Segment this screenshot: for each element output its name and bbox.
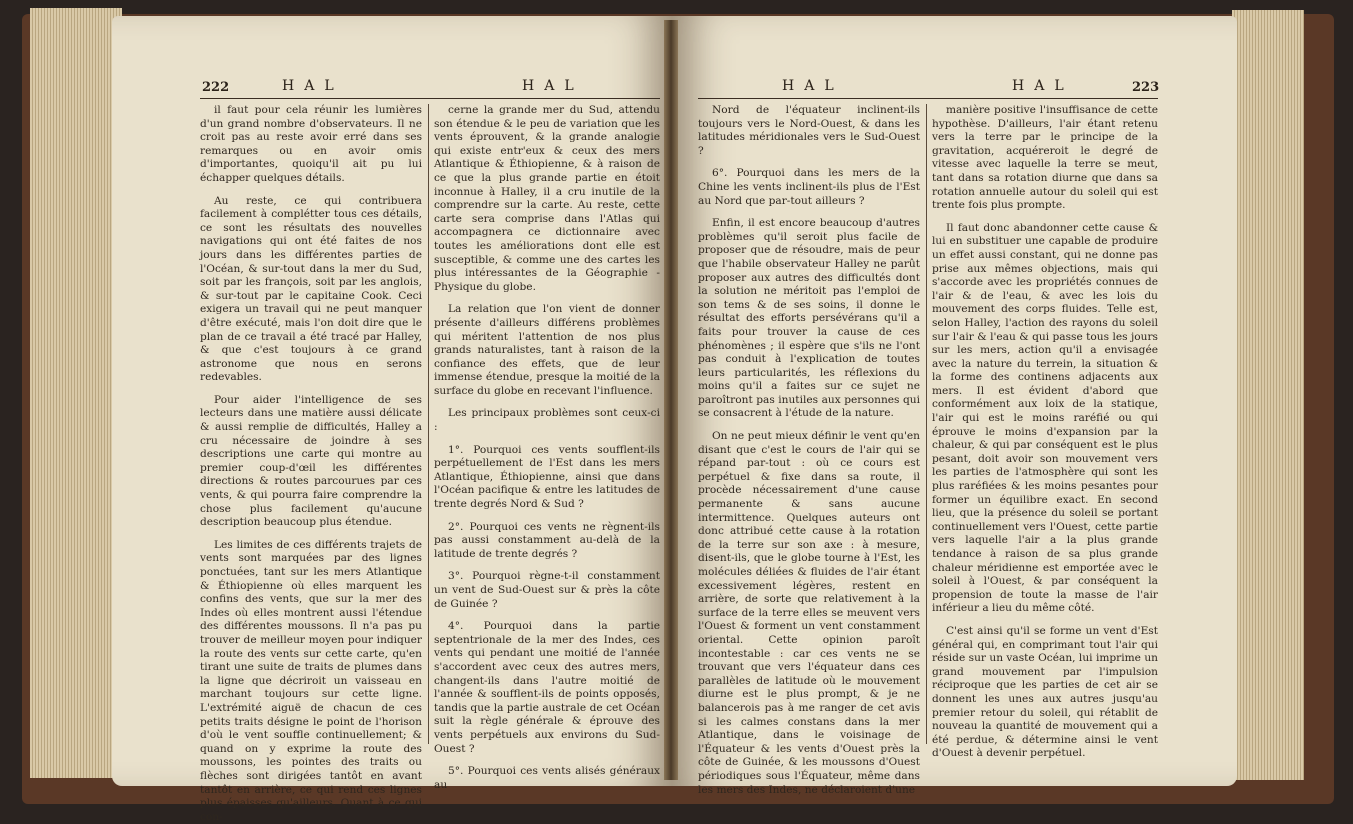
paragraph: Les limites de ces différents trajets de vents sont marquées par des lignes ponctuées, tant sur les mers Atlantique & Éthiopienne où elles marquent les confins des vents, que sur la mer des Indes où elles montrent aussi l'étendue des différentes moussons. Il n'a pas pu trouver de meilleur moyen pour indiquer la route des vents sur cette carte, qu'en tirant une suite de traits de plumes dans la ligne que décriroit un vaisseau en marchant toujours sur cette ligne. L'extrémité aiguë de chacun de ces petits traits désigne le point de l'horison d'où le vent souffle continuellement; & quand on y exprime la route des moussons, les pointes des traits ou flèches sont dirigées tantôt en avant tantôt en arrière, ce qui rend ces lignes plus épaisses qu'ailleurs. Quant à ce qui con- bbox=[200, 538, 422, 823]
paragraph: 3°. Pourquoi règne-t-il constamment un vent de Sud-Ouest sur & près la côte de Guinée ? bbox=[434, 570, 660, 610]
header-rule bbox=[200, 98, 660, 99]
paragraph: 4°. Pourquoi dans la partie septentrionale de la mer des Indes, ces vents qui pendant une moitié de l'année s'accordent avec ceux des autres mers, changent-ils dans l'autre moitié de l'année & soufflent-ils de points opposés, tandis que la partie australe de cet Océan suit la règle générale & éprouve des vents perpétuels aux environs du Sud-Ouest ? bbox=[434, 620, 660, 755]
paragraph: Il faut donc abandonner cette cause & lui en substituer une capable de produire un effet aussi constant, qui ne donne pas prise aux mêmes objections, mais qui s'accorde avec les propriétés connues de l'air & de l'eau, & avec les lois du mouvement des corps fluides. Telle est, selon Halley, l'action des rayons du soleil sur l'air & l'eau & qui passe tous les jours sur les mers, action qu'il a envisagée avec la nature du terrein, la situation & la forme des continens adjacents aux mers. Il est évident d'abord que conformément aux loix de la statique, l'air qui est le moins raréfié ou qui éprouve le moins d'expansion par la chaleur, & qui par conséquent est le plus pesant, doit avoir son mouvement vers les parties de l'atmosphère qui sont les plus raréfiées & les moins pesantes pour former un équilibre exact. En second lieu, que la présence du soleil se portant continuellement vers l'Ouest, cette partie vers laquelle l'air a la plus grande tendance à raison de sa plus grande chaleur méridienne est emportée avec le soleil à l'Ouest, & par conséquent la propension de toute la masse de l'air inférieur a lieu du même côté. bbox=[932, 221, 1158, 615]
text-column-2 bbox=[434, 104, 660, 791]
header-rule bbox=[698, 98, 1158, 99]
running-header: HAL bbox=[1012, 78, 1074, 94]
text-column-1 bbox=[698, 104, 920, 796]
paragraph: 6°. Pourquoi dans les mers de la Chine les vents inclinent-ils plus de l'Est au Nord que par-tout ailleurs ? bbox=[698, 167, 920, 207]
paragraph: Nord de l'équateur inclinent-ils toujours vers le Nord-Ouest, & dans les latitudes méridionales vers le Sud-Ouest ? bbox=[698, 104, 920, 157]
paragraph: manière positive l'insuffisance de cette hypothèse. D'ailleurs, l'air étant retenu vers la terre par le principe de la gravitation, acquéreroit le degré de vitesse avec laquelle la terre se meut, tant dans sa rotation diurne que dans sa rotation annuelle autour du soleil qui est trente fois plus prompte. bbox=[932, 104, 1158, 212]
paragraph: Au reste, ce qui contribuera facilement à complétter tous ces détails, ce sont les résultats des nouvelles navigations qui ont été faites de nos jours dans les différentes parties de l'Océan, & sur-tout dans la mer du Sud, soit par les françois, soit par les anglois, & sur-tout par le capitaine Cook. Ceci exigera un travail qui ne peut manquer d'être exécuté, mais l'on doit dire que le plan de ce travail a été tracé par Halley, & que c'est toujours à ce grand astronome que nous en serons redevables. bbox=[200, 194, 422, 384]
column-divider bbox=[926, 104, 927, 744]
paragraph: 5°. Pourquoi ces vents alisés généraux au bbox=[434, 765, 660, 791]
right-page-stack bbox=[1232, 10, 1304, 780]
paragraph: 2°. Pourquoi ces vents ne règnent-ils pas aussi constamment au-delà de la latitude de trente degrés ? bbox=[434, 520, 660, 560]
page-number: 222 bbox=[202, 80, 230, 95]
left-page-stack bbox=[30, 8, 122, 778]
column-divider bbox=[428, 104, 429, 744]
paragraph: C'est ainsi qu'il se forme un vent d'Est général qui, en comprimant tout l'air qui réside sur un vaste Océan, lui imprime un grand mouvement par l'impulsion réciproque que les parties de cet air se donnent les unes aux autres jusqu'au premier retour du soleil, qui rétablit de nouveau la quantité de mouvement qui a été perdue, & détermine ainsi le vent d'Ouest à devenir perpétuel. bbox=[932, 624, 1158, 760]
paragraph: On ne peut mieux définir le vent qu'en disant que c'est le cours de l'air qui se répand par-tout : où ce cours est perpétuel & fixe dans sa route, il procède nécessairement d'une cause permanente & sans aucune intermittence. Quelques auteurs ont donc attribué cette cause à la rotation de la terre sur son axe : à mesure, disent-ils, que le globe tourne à l'Est, les molécules déliées & fluides de l'air étant excessivement légères, restent en arrière, de sorte que relativement à la surface de la terre elles se meuvent vers l'Ouest & forment un vent constamment oriental. Cette opinion paroît incontestable : car ces vents ne se trouvant que vers l'équateur dans ces parallèles de latitude où le mouvement diurne est le plus prompt, & je ne balancerois pas à me ranger de cet avis si les calmes constans dans la mer Atlantique, dans le voisinage de l'Équateur & les vents d'Ouest près la côte de Guinée, & les moussons d'Ouest périodiques sous l'Équateur, même dans les mers des Indes, ne déclaroient d'une bbox=[698, 430, 920, 796]
paragraph: Les principaux problèmes sont ceux-ci : bbox=[434, 407, 660, 434]
paragraph: Pour aider l'intelligence de ses lecteurs dans une matière aussi délicate & aussi remplie de difficultés, Halley a cru nécessaire de joindre à ses descriptions une carte qui montre au premier coup-d'œil les différentes directions & routes parcourues par ces vents, & qui pourra faire comprendre la chose plus facilement qu'aucune description beaucoup plus étendue. bbox=[200, 393, 422, 529]
paragraph: La relation que l'on vient de donner présente d'ailleurs différens problèmes qui méritent l'attention de nos plus grands naturalistes, tant à raison de la confiance des effets, que de leur immense étendue, presque la moitié de la surface du globe en recevant l'influence. bbox=[434, 303, 660, 397]
running-header: HAL bbox=[782, 78, 844, 94]
book-gutter bbox=[664, 20, 678, 780]
paragraph: Enfin, il est encore beaucoup d'autres problèmes qu'il seroit plus facile de proposer que de résoudre, mais de peur que l'habile observateur Halley ne parût proposer aux autres des difficultés dont la solution ne méritoit pas l'emploi de son tems & de ses soins, il donne le résultat des efforts persévérans qu'il a faits pour trouver la cause de ces phénomènes ; il espère que s'ils ne l'ont pas conduit à l'explication de toutes leurs particularités, les réflexions du moins qu'il a faites sur ce sujet ne paroîtront pas inutiles aux personnes qui se consacrent à l'étude de la nature. bbox=[698, 217, 920, 420]
text-column-1 bbox=[200, 104, 422, 823]
paragraph: il faut pour cela réunir les lumières d'un grand nombre d'observateurs. Il ne croit pas au reste avoir erré dans ses remarques ou en avoir omis d'importantes, quoiqu'il ait pu lui échapper quelques détails. bbox=[200, 104, 422, 184]
running-header: HAL bbox=[522, 78, 584, 94]
left-page bbox=[112, 16, 672, 823]
running-header: HAL bbox=[282, 78, 344, 94]
text-column-2 bbox=[932, 104, 1158, 760]
paragraph: 1°. Pourquoi ces vents soufflent-ils perpétuellement de l'Est dans les mers Atlantique, Éthiopienne, ainsi que dans l'Océan pacifique & entre les latitudes de trente degrés Nord & Sud ? bbox=[434, 443, 660, 511]
right-page bbox=[672, 16, 1237, 796]
page-number: 223 bbox=[1132, 80, 1160, 95]
paragraph: cerne la grande mer du Sud, attendu son étendue & le peu de variation que les vents éprouvent, & la grande analogie qui existe entr'eux & ceux des mers Atlantique & Éthiopienne, & à raison de ce que la plus grande partie en étoit inconnue à Halley, il a cru inutile de la comprendre sur la carte. Au reste, cette carte sera comprise dans l'Atlas qui accompagnera ce dictionnaire avec toutes les améliorations dont elle est susceptible, & comme une des cartes les plus intéressantes de la Géographie - Physique du globe. bbox=[434, 104, 660, 293]
